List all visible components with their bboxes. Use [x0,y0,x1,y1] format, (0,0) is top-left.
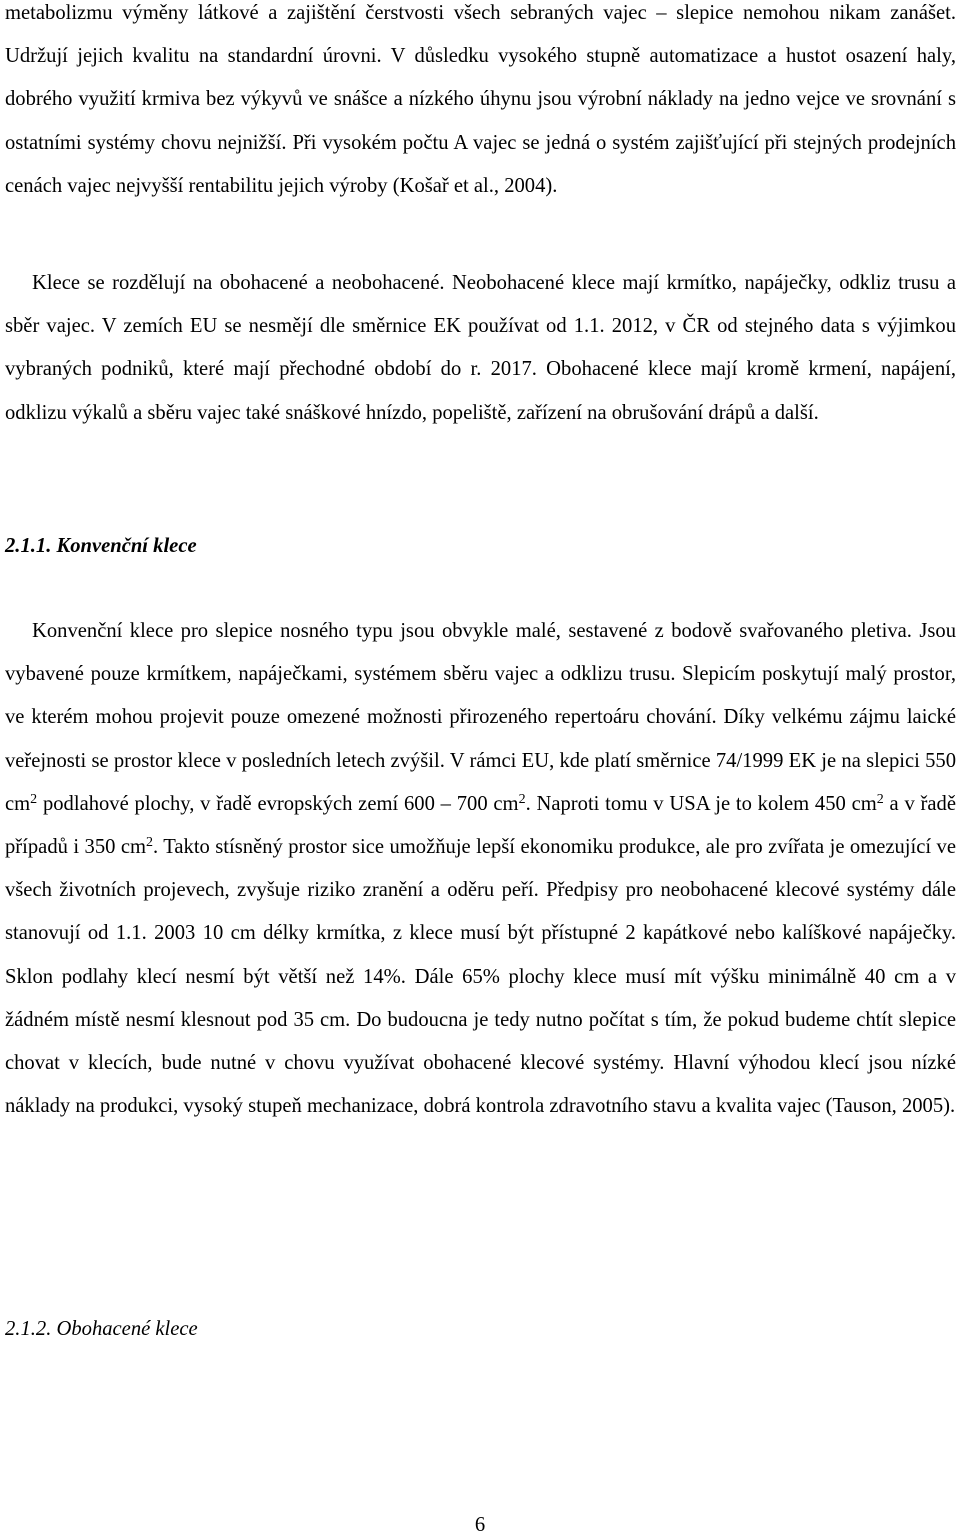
body-paragraph: Klece se rozdělují na obohacené a neobohacené. Neobohacené klece mají krmítko, napáječky, odkliz trusu a sběr vajec. V zemích EU se nesmějí dle směrnice EK používat od 1.1. 2012, v ČR od stejného data s výjimkou vybraných podniků, které mají přechodné období do r. 2017. Obohacené klece mají kromě krmení, napájení, odklizu výkalů a sběru vajec také snáškové hnízdo, popeliště, zařízení na obrušování drápů a další. [5,272,956,424]
superscript: 2 [30,791,38,807]
section-heading: 2.1.1. Konvenční klece [5,535,197,557]
body-paragraph: metabolizmu výměny látkové a zajištění čerstvosti všech sebraných vajec – slepice nemohou nikam zanášet. Udržují jejich kvalitu na standardní úrovni. V důsledku vysokého stupně automatizace a hustot osazení haly, dobrého využití krmiva bez výkyvů ve snášce a nízkého úhynu jsou výrobní náklady na jedno vejce ve srovnání s ostatními systémy chovu nejnižší. Při vysokém počtu A vajec se jedná o systém zajišťující při stejných prodejních cenách vajec nejvyšší rentabilitu jejich výroby (Košař et al., 2004). [5,2,956,197]
page-number: 6 [474,1514,486,1536]
paragraph-text: . Naproti tomu v USA je to kolem 450 cm [525,792,877,815]
superscript: 2 [876,791,884,807]
paragraph-text: Konvenční klece pro slepice nosného typu jsou obvykle malé, sestavené z bodově svařovaného pletiva. Jsou vybavené pouze krmítkem, napáječkami, systémem sběru vajec a odklizu trusu. Slepicím poskytují malý prostor, ve kterém mohou projevit pouze omezené možnosti přirozeného repertoáru chování. Díky velkému zájmu laické veřejnosti se prostor klece v posledních letech zvýšil. V rámci EU, kde platí směrnice 74/1999 EK je na slepici 550 cm [5,620,956,815]
paragraph-text: . Takto stísněný prostor sice umožňuje lepší ekonomiku produkce, ale pro zvířata je omezující ve všech životních projevech, zvyšuje riziko zranění a oděru peří. Předpisy pro neobohacené klecové systémy dále stanovují od 1.1. 2003 10 cm délky krmítka, z klece musí být přístupné 2 kapátkové nebo kalíškové napáječky. Sklon podlahy klecí nesmí být větší než 14%. Dále 65% plochy klece musí mít výšku minimálně 40 cm a v žádném místě nesmí klesnout pod 35 cm. Do budoucna je tedy nutno počítat s tím, že pokud budeme chtít slepice chovat v klecích, bude nutné v chovu využívat obohacené klecové systémy. Hlavní výhodou klecí jsou nízké náklady na produkci, vysoký stupeň mechanizace, dobrá kontrola zdravotního stavu a kvalita vajec (Tauson, 2005). [5,836,956,1118]
paragraph-text: podlahové plochy, v řadě evropských zemí 600 – 700 cm [37,792,519,815]
body-paragraph [5,610,956,1128]
paragraph-text: a v řadě případů i 350 cm [5,792,956,859]
superscript: 2 [518,791,526,807]
section-heading: 2.1.2. Obohacené klece [5,1318,198,1340]
superscript: 2 [146,835,154,851]
